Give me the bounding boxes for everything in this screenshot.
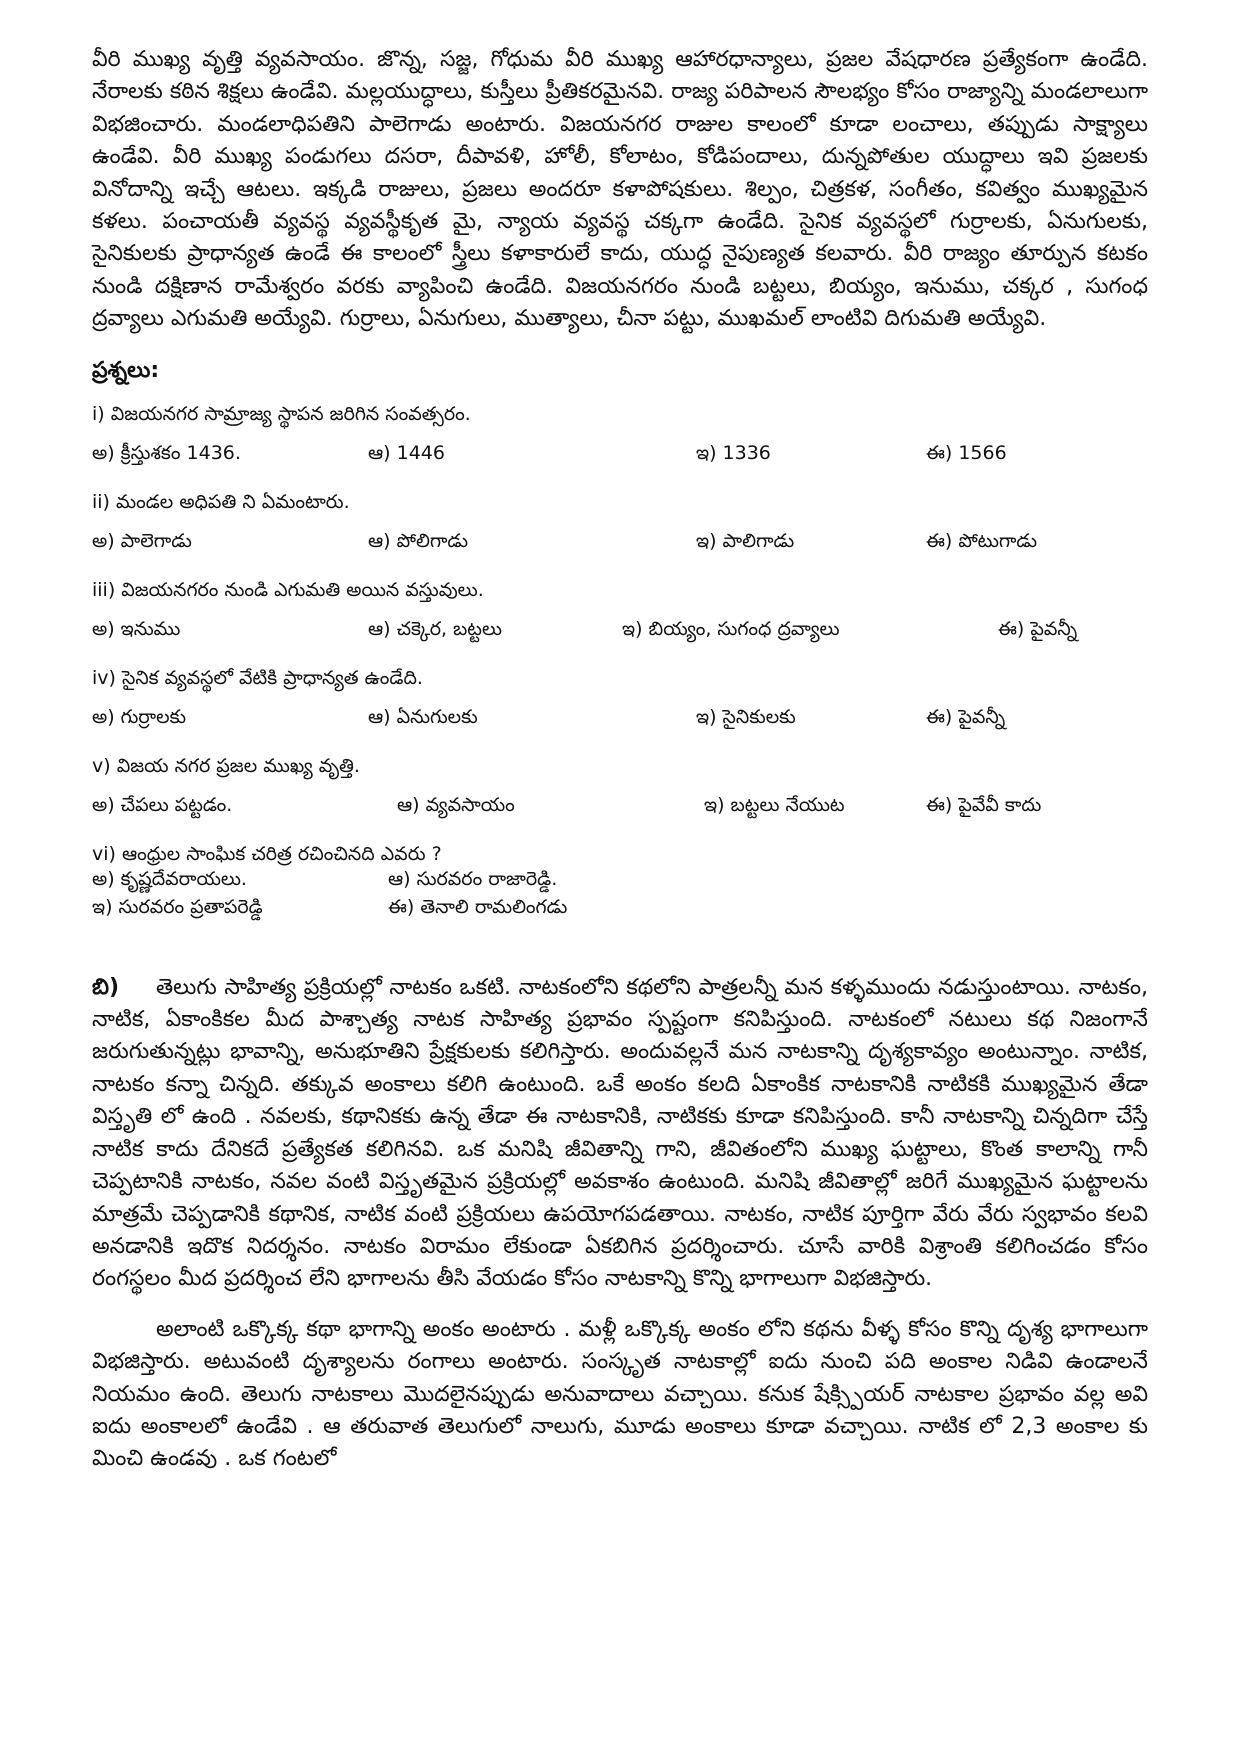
question-text: ii) మండల అధిపతి ని ఏమంటారు.	[92, 490, 350, 513]
options-row	[92, 868, 1148, 896]
option-aa: ఆ) 1446	[368, 441, 445, 464]
document-page	[92, 44, 1148, 1476]
option-i: ఇ) పాలిగాడు	[696, 529, 795, 552]
question-text: iv) సైనిక వ్యవస్థలో వేటికి ప్రాధాన్యత ఉండేది.	[92, 666, 423, 689]
option-i: ఇ) 1336	[696, 441, 771, 464]
section-b-paragraph-1	[92, 972, 1148, 1296]
option-a: అ) ఇనుము	[92, 617, 181, 640]
section-b-text: తెలుగు సాహిత్య ప్రక్రియల్లో నాటకం ఒకటి. నాటకంలోని కథలోని పాత్రలన్నీ మన కళ్ళముందు నడుస్తుంటాయి. నాటకం, నాటిక, ఏకాంకికల మీద పాశ్చాత్య నాటక సాహిత్య ప్రభావం స్పష్టంగా కనిపిస్తుంది. నాటకంలో నటులు కథ నిజంగానే జరుగుతున్నట్లు భావాన్ని, అనుభూతిని ప్రేక్షకులకు కలిగిస్తారు. అందువల్లనే మన నాటకాన్ని దృశ్యకావ్యం అంటున్నాం. నాటిక, నాటకం కన్నా చిన్నది. తక్కువ అంకాలు కలిగి ఉంటుంది. ఒకే అంకం కలది ఏకాంకిక నాటకానికి నాటికకి ముఖ్యమైన తేడా విస్తృతి లో ఉంది . నవలకు, కథానికకు ఉన్న తేడా ఈ నాటకానికి, నాటికకు కూడా కనిపిస్తుంది. కానీ నాటకాన్ని చిన్నదిగా చేస్తే నాటిక కాదు దేనికదే ప్రత్యేకత కలిగినవి. ఒక మనిషి జీవితాన్ని గాని, జీవితంలోని ముఖ్య ఘట్టాలు, కొంత కాలాన్ని గానీ చెప్పటానికి నాటకం, నవల వంటి విస్తృతమైన ప్రక్రియల్లో అవకాశం ఉంటుంది. మనిషి జీవితాల్లో జరిగే ముఖ్యమైన ఘట్టాలను మాత్రమే చెప్పడానికి కథానిక, నాటిక వంటి ప్రక్రియలు ఉపయోగపడతాయి. నాటకం, నాటిక పూర్తిగా వేరు వేరు స్వభావం కలవి అనడానికి ఇదొక నిదర్శనం. నాటకం విరామం లేకుండా ఏకబిగిన ప్రదర్శించారు. చూసే వారికి విశ్రాంతి కలిగించడం కోసం రంగస్థలం మీద ప్రదర్శించ లేని భాగాలను తీసి వేయడం కోసం నాటకాన్ని కొన్ని భాగాలుగా విభజిస్తారు.	[92, 974, 1148, 1292]
option-aa: ఆ) పోలిగాడు	[368, 529, 469, 552]
question-5	[92, 752, 1148, 824]
option-a: అ) చేపలు పట్టడం.	[92, 793, 233, 816]
options-row	[92, 618, 1148, 648]
question-text: iii) విజయనగరం నుండి ఎగుమతి అయిన వస్తువులు.	[92, 578, 484, 601]
question-text: i) విజయనగర సామ్రాజ్య స్థాపన జరిగిన సంవత్సరం.	[92, 402, 471, 425]
option-i: ఇ) బట్టలు నేయుట	[704, 793, 845, 816]
questions-heading: ప్రశ్నలు:	[92, 357, 160, 383]
option-ii: ఈ) పైవన్నీ	[926, 705, 1006, 728]
question-3	[92, 576, 1148, 648]
option-a: అ) పాలెగాడు	[92, 529, 192, 552]
option-ii: ఈ) పైవేవీ కాదు	[926, 793, 1042, 816]
question-text: vi) ఆంధ్రుల సాంఘిక చరిత్ర రచించినది ఎవరు ?	[92, 842, 442, 865]
option-ii: ఈ) పోటుగాడు	[926, 529, 1038, 552]
option-i: ఇ) సైనికులకు	[696, 705, 796, 728]
options-row	[92, 794, 1148, 824]
options-row	[92, 706, 1148, 736]
option-i: ఇ) బియ్యం, సుగంధ ద్రవ్యాలు	[622, 617, 840, 640]
question-6	[92, 840, 1148, 924]
options-row	[92, 896, 1148, 924]
section-b-paragraph-2: అలాంటి ఒక్కొక్క కథా భాగాన్ని అంకం అంటారు . మళ్లీ ఒక్కొక్క అంకం లోని కథను వీళ్ళ కోసం కొన్ని దృశ్య భాగాలుగా విభజిస్తారు. అటువంటి దృశ్యాలను రంగాలు అంటారు. సంస్కృత నాటకాల్లో ఐదు నుంచి పది అంకాల నిడివి ఉండాలనే నియమం ఉంది. తెలుగు నాటకాలు మొదలైనప్పుడు అనువాదాలు వచ్చాయి. కనుక షేక్స్పియర్ నాటకాల ప్రభావం వల్ల అవి ఐదు అంకాలలో ఉండేవి . ఆ తరువాత తెలుగులో నాలుగు, మూడు అంకాలు కూడా వచ్చాయి. నాటిక లో 2,3 అంకాల కు మించి ఉండవు . ఒక గంటలో	[92, 1316, 1148, 1472]
option-aa: ఆ) సురవరం రాజారెడ్డి.	[388, 867, 558, 890]
option-aa: ఆ) చక్కెర, బట్టలు	[368, 617, 503, 640]
option-a: అ) క్రీస్తుశకం 1436.	[92, 441, 241, 464]
option-ii: ఈ) పైవన్నీ	[998, 617, 1078, 640]
passage-a: వీరి ముఖ్య వృత్తి వ్యవసాయం. జొన్న, సజ్జ, గోధుమ వీరి ముఖ్య ఆహారధాన్యాలు, ప్రజల వేషధారణ ప్రత్యేకంగా ఉండేది. నేరాలకు కఠిన శిక్షలు ఉండేవి. మల్లయుద్ధాలు, కుస్తీలు ప్రీతికరమైనవి. రాజ్య పరిపాలన సౌలభ్యం కోసం రాజ్యాన్ని మండలాలుగా విభజించారు. మండలాధిపతిని పాలెగాడు అంటారు. విజయనగర రాజుల కాలంలో కూడా లంచాలు, తప్పుడు సాక్ష్యాలు ఉండేవి. వీరి ముఖ్య పండుగలు దసరా, దీపావళి, హోలీ, కోలాటం, కోడిపందాలు, దున్నపోతుల యుద్ధాలు ఇవి ప్రజలకు వినోదాన్ని ఇచ్చే ఆటలు. ఇక్కడి రాజులు, ప్రజలు అందరూ కళాపోషకులు. శిల్పం, చిత్రకళ, సంగీతం, కవిత్వం ముఖ్యమైన కళలు. పంచాయతీ వ్యవస్థ వ్యవస్థీకృత మై, న్యాయ వ్యవస్థ చక్కగా ఉండేది. సైనిక వ్యవస్థలో గుర్రాలకు, ఏనుగులకు, సైనికులకు ప్రాధాన్యత ఉండే ఈ కాలంలో స్త్రీలు కళాకారులే కాదు, యుద్ధ నైపుణ్యత కలవారు. వీరి రాజ్యం తూర్పున కటకం నుండి దక్షిణాన రామేశ్వరం వరకు వ్యాపించి ఉండేది. విజయనగరం నుండి బట్టలు, బియ్యం, ఇనుము, చక్కర , సుగంధ ద్రవ్యాలు ఎగుమతి అయ్యేవి. గుర్రాలు, ఏనుగులు, ముత్యాలు, చీనా పట్టు, ముఖమల్ లాంటివి దిగుమతి అయ్యేవి.	[92, 47, 1148, 332]
option-a: అ) గుర్రాలకు	[92, 705, 187, 728]
option-aa: ఆ) ఏనుగులకు	[368, 705, 478, 728]
options-row	[92, 530, 1148, 560]
option-i: ఇ) సురవరం ప్రతాపరెడ్డి	[92, 895, 263, 918]
question-1	[92, 400, 1148, 472]
question-text: v) విజయ నగర ప్రజల ముఖ్య వృత్తి.	[92, 754, 360, 777]
option-ii: ఈ) తెనాలి రామలింగడు	[388, 895, 568, 918]
section-b-label: బి)	[92, 974, 120, 1000]
option-aa: ఆ) వ్యవసాయం	[397, 793, 515, 816]
option-a: అ) కృష్ణదేవరాయలు.	[92, 867, 247, 890]
section-b	[92, 972, 1148, 1476]
option-ii: ఈ) 1566	[926, 441, 1007, 464]
question-2	[92, 488, 1148, 560]
options-row	[92, 442, 1148, 472]
question-4	[92, 664, 1148, 736]
